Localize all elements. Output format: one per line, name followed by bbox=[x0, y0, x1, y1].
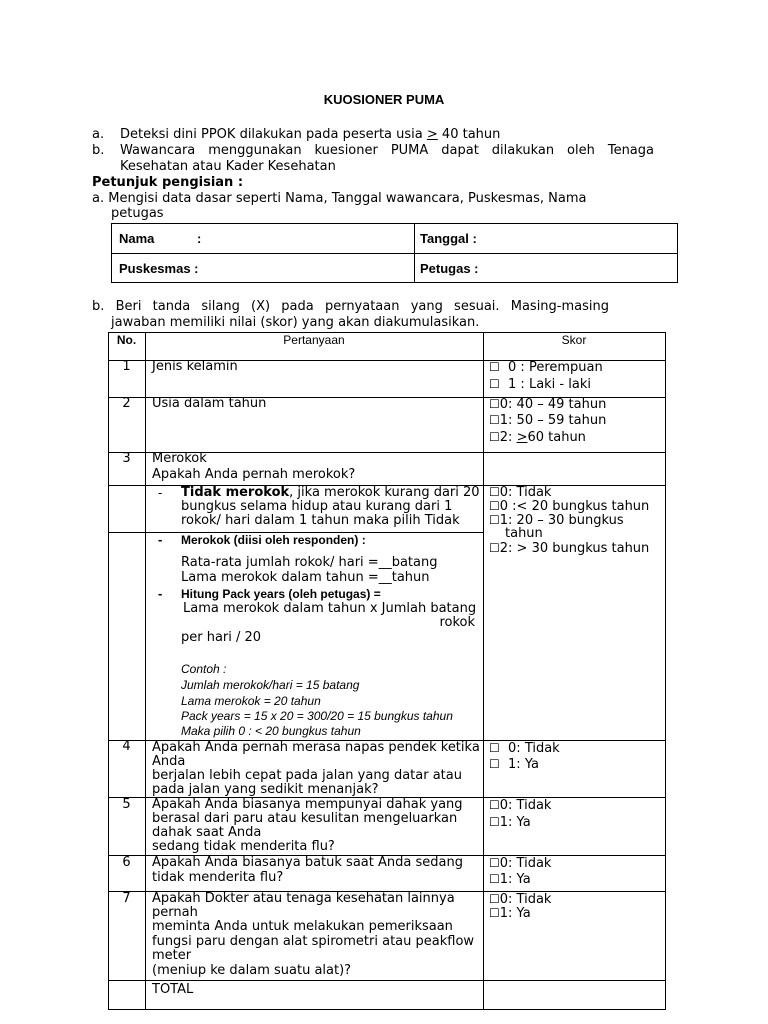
q6-line2: tidak menderita flu? bbox=[152, 870, 284, 885]
q7-line5: meter bbox=[152, 948, 192, 963]
q3-tidak-dash: - bbox=[158, 485, 163, 500]
q3-formula-line2: rokok bbox=[439, 615, 475, 630]
q3-lama-merokok: Lama merokok dalam tahun =__tahun bbox=[181, 570, 430, 585]
q3-tidak-bold: Tidak merokok bbox=[181, 485, 290, 500]
q5-number: 5 bbox=[122, 797, 131, 812]
intro-a-marker: a. bbox=[92, 127, 105, 142]
checkbox-icon[interactable]: ☐ bbox=[489, 815, 500, 829]
intro-a-age: 40 tahun bbox=[441, 127, 501, 142]
q5-option-0-label: 0: Tidak bbox=[499, 798, 552, 813]
q2-option-1-label: 1: 50 – 59 tahun bbox=[499, 413, 607, 428]
q3-tidak-line2: bungkus selama hidup atau kurang dari 1 bbox=[181, 499, 453, 514]
q2-option-2-gt: > bbox=[516, 430, 528, 445]
q2-option-2-label: 2: bbox=[499, 430, 513, 445]
q3-number: 3 bbox=[122, 451, 131, 466]
q1-option-1[interactable] bbox=[489, 377, 591, 393]
header-question: Pertanyaan bbox=[283, 333, 345, 347]
checkbox-icon[interactable]: ☐ bbox=[489, 892, 500, 906]
q3-tidak-line3: rokok/ hari dalam 1 tahun maka pilih Tidak bbox=[181, 513, 460, 528]
q2-option-1[interactable] bbox=[489, 413, 606, 429]
checkbox-icon[interactable]: ☐ bbox=[489, 499, 500, 513]
q3-hitung-heading: Hitung Pack years (oleh petugas) = bbox=[181, 587, 381, 601]
q7-line3: meminta Anda untuk melakukan pemeriksaan bbox=[152, 919, 453, 934]
checkbox-icon[interactable]: ☐ bbox=[489, 798, 500, 812]
checkbox-icon[interactable]: ☐ bbox=[489, 377, 500, 391]
q4-line3: berjalan lebih cepat pada jalan yang datar atau bbox=[152, 768, 462, 783]
q2-option-0[interactable] bbox=[489, 397, 606, 413]
q4-option-1[interactable] bbox=[489, 757, 539, 773]
q2-number: 2 bbox=[122, 396, 131, 411]
q3-example-4: Maka pilih 0 : < 20 bungkus tahun bbox=[181, 724, 361, 738]
q3-option-3-label: 2: > 30 bungkus tahun bbox=[499, 541, 650, 556]
q7-option-1[interactable] bbox=[489, 906, 531, 922]
intro-a-ge-symbol: > bbox=[426, 127, 438, 142]
q7-option-1-label: 1: Ya bbox=[499, 906, 531, 921]
checkbox-icon[interactable]: ☐ bbox=[489, 485, 500, 499]
q3-rata-rata: Rata-rata jumlah rokok/ hari =__batang bbox=[181, 555, 438, 570]
q1-option-1-label: 1 : Laki - laki bbox=[508, 377, 591, 392]
q3-hitung-dash: - bbox=[158, 586, 163, 601]
total-label: TOTAL bbox=[152, 982, 194, 997]
checkbox-icon[interactable]: ☐ bbox=[489, 906, 500, 920]
q3-option-2-label: 1: 20 – 30 bungkus bbox=[499, 513, 624, 528]
instructions-heading: Petunjuk pengisian : bbox=[92, 175, 244, 190]
q3-question: Apakah Anda pernah merokok? bbox=[152, 467, 356, 482]
q7-option-0-label: 0: Tidak bbox=[499, 892, 552, 907]
q3-tidak-rest: , jika merokok kurang dari 20 bbox=[289, 485, 480, 500]
checkbox-icon[interactable]: ☐ bbox=[489, 856, 500, 870]
tanggal-label: Tanggal : bbox=[420, 231, 477, 246]
checkbox-icon[interactable]: ☐ bbox=[489, 513, 500, 527]
q4-option-1-label: 1: Ya bbox=[508, 757, 539, 772]
instructions-a-line1: a. Mengisi data dasar seperti Nama, Tanggal wawancara, Puskesmas, Nama bbox=[92, 191, 587, 206]
checkbox-icon[interactable]: ☐ bbox=[489, 757, 500, 771]
q5-line4: sedang tidak menderita flu? bbox=[152, 839, 335, 854]
q4-line4: pada jalan yang sedikit menanjak? bbox=[152, 782, 379, 797]
q3-title: Merokok bbox=[152, 451, 207, 466]
q2-option-2[interactable] bbox=[489, 430, 586, 446]
checkbox-icon[interactable]: ☐ bbox=[489, 430, 500, 444]
petugas-label: Petugas : bbox=[420, 261, 479, 276]
instructions-b-line2: jawaban memiliki nilai (skor) yang akan diakumulasikan. bbox=[111, 315, 480, 330]
header-score: Skor bbox=[561, 333, 587, 347]
q3-example-1: Jumlah merokok/hari = 15 batang bbox=[181, 678, 360, 692]
q2-option-0-label: 0: 40 – 49 tahun bbox=[499, 397, 607, 412]
nama-colon: : bbox=[197, 231, 202, 246]
q3-example-3: Pack years = 15 x 20 = 300/20 = 15 bungkus tahun bbox=[181, 709, 453, 723]
q6-option-1-label: 1: Ya bbox=[499, 872, 531, 887]
q1-option-0[interactable] bbox=[489, 360, 603, 376]
q5-line2: berasal dari paru atau kesulitan mengeluarkan bbox=[152, 811, 458, 826]
q5-option-1-label: 1: Ya bbox=[499, 815, 531, 830]
q1-option-0-label: 0 : Perempuan bbox=[508, 360, 603, 375]
q2-text: Usia dalam tahun bbox=[152, 396, 267, 411]
checkbox-icon[interactable]: ☐ bbox=[489, 541, 500, 555]
q5-option-0[interactable] bbox=[489, 798, 551, 814]
q4-number: 4 bbox=[122, 739, 131, 754]
q7-number: 7 bbox=[122, 891, 131, 906]
nama-label: Nama bbox=[119, 231, 155, 246]
q5-line3: dahak saat Anda bbox=[152, 825, 262, 840]
document-title: KUOSIONER PUMA bbox=[323, 92, 445, 107]
q4-option-0[interactable] bbox=[489, 741, 560, 757]
q7-line2: pernah bbox=[152, 905, 198, 920]
q6-option-0[interactable] bbox=[489, 856, 551, 872]
checkbox-icon[interactable]: ☐ bbox=[489, 397, 500, 411]
q3-option-3[interactable] bbox=[489, 541, 649, 557]
intro-a-label: Deteksi dini PPOK dilakukan pada peserta usia bbox=[120, 127, 423, 142]
q3-example-2: Lama merokok = 20 tahun bbox=[181, 694, 321, 708]
q3-merokok-dash: - bbox=[158, 532, 163, 547]
intro-b-line1: Wawancara menggunakan kuesioner PUMA dapat dilakukan oleh Tenaga bbox=[120, 143, 654, 158]
checkbox-icon[interactable]: ☐ bbox=[489, 741, 500, 755]
q3-option-1-label: 0 :< 20 bungkus tahun bbox=[499, 499, 650, 514]
q7-line6: (meniup ke dalam suatu alat)? bbox=[152, 963, 352, 978]
q6-line1: Apakah Anda biasanya batuk saat Anda sedang bbox=[152, 855, 463, 870]
q3-contoh: Contoh : bbox=[181, 662, 227, 676]
checkbox-icon[interactable]: ☐ bbox=[489, 872, 500, 886]
q6-option-1[interactable] bbox=[489, 872, 531, 888]
q3-option-2-cont: tahun bbox=[505, 526, 543, 541]
q4-option-0-label: 0: Tidak bbox=[508, 741, 560, 756]
q7-line4: fungsi paru dengan alat spirometri atau peakflow bbox=[152, 934, 475, 949]
instructions-a-line2: petugas bbox=[111, 206, 164, 221]
q1-text: Jenis kelamin bbox=[152, 359, 238, 374]
q7-line1: Apakah Dokter atau tenaga kesehatan lainnya bbox=[152, 891, 455, 906]
q6-number: 6 bbox=[122, 855, 131, 870]
intro-b-line2: Kesehatan atau Kader Kesehatan bbox=[120, 159, 336, 174]
q3-option-0-label: 0: Tidak bbox=[499, 485, 552, 500]
instructions-b-line1: b. Beri tanda silang (X) pada pernyataan yang sesuai. Masing-masing bbox=[92, 299, 609, 314]
q1-number: 1 bbox=[122, 359, 131, 374]
puskesmas-label: Puskesmas : bbox=[119, 261, 199, 276]
intro-a-text bbox=[120, 127, 500, 143]
header-no: No. bbox=[116, 333, 137, 347]
q5-option-1[interactable] bbox=[489, 815, 531, 831]
q4-line1: Apakah Anda pernah merasa napas pendek ketika bbox=[152, 740, 480, 755]
intro-b-marker: b. bbox=[92, 143, 105, 158]
q5-line1: Apakah Anda biasanya mempunyai dahak yang bbox=[152, 797, 463, 812]
q4-line2: Anda bbox=[152, 754, 186, 769]
q6-option-0-label: 0: Tidak bbox=[499, 856, 552, 871]
q3-formula-line1: Lama merokok dalam tahun x Jumlah batang bbox=[183, 601, 477, 616]
q3-formula-line3: per hari / 20 bbox=[181, 630, 262, 645]
checkbox-icon[interactable]: ☐ bbox=[489, 360, 500, 374]
checkbox-icon[interactable]: ☐ bbox=[489, 413, 500, 427]
q3-merokok-heading: Merokok (diisi oleh responden) : bbox=[181, 533, 366, 547]
identity-table bbox=[111, 223, 678, 283]
q2-option-2-value: 60 tahun bbox=[527, 430, 586, 445]
